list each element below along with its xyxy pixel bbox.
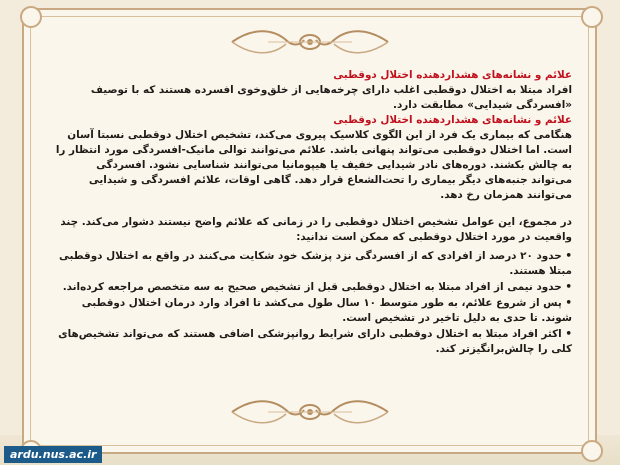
body-paragraph-2: در مجموع، این عوامل تشخیص اختلال دوقطبی را در زمانی که علائم واضح نیستند دشوار می‌کند. چند واقعیت در مورد اختلال دوقطبی که ممکن است ندانید: <box>60 216 572 243</box>
slide-content <box>52 68 572 358</box>
bottom-flourish-ornament <box>228 392 392 432</box>
list-item: • حدود ۲۰ درصد از افرادی که از افسردگی نزد پزشک خود شکایت می‌کنند در واقع به اختلال دوقطبی مبتلا هستند. <box>59 250 572 277</box>
section-heading: علائم و نشانه‌های هشداردهنده اختلال دوقطبی <box>333 114 572 126</box>
list-item: • حدود نیمی از افراد مبتلا به اختلال دوقطبی قبل از تشخیص صحیح به سه متخصص مراجعه کرده‌اند. <box>62 281 572 293</box>
list-item: • اکثر افراد مبتلا به اختلال دوقطبی دارای شرایط روانپزشکی اضافی هستند که می‌تواند تشخیص‌های کلی را چالش‌برانگیزتر کند. <box>58 328 572 355</box>
top-flourish-ornament <box>228 22 392 62</box>
frame-corner-ornament <box>581 6 603 28</box>
source-watermark-badge: ardu.nus.ac.ir <box>4 446 102 463</box>
intro-paragraph: افراد مبتلا به اختلال دوقطبی اغلب دارای چرخه‌هایی از خلق‌وخوی افسرده هستند که با توصیف «افسردگی شیدایی» مطابقت دارد. <box>90 84 572 111</box>
slide-title: علائم و نشانه‌های هشداردهنده اختلال دوقطبی <box>333 69 572 81</box>
frame-corner-ornament <box>20 6 42 28</box>
body-paragraph-1: هنگامی که بیماری یک فرد از این الگوی کلاسیک پیروی می‌کند، تشخیص اختلال دوقطبی نسبتا آسان است. اما اختلال دوقطبی می‌تواند پنهانی باشد. علائم می‌توانند توالی مانیک-افسردگی مورد انتظار را به چالش بکشند. دوره‌های نادر شیدایی خفیف یا هیپومانیا می‌توانند شناسایی نشود. افسردگی می‌تواند جنبه‌های دیگر بیماری را تحت‌الشعاع قرار دهد. گاهی اوقات، علائم افسردگی و شیدایی می‌توانند همزمان رخ دهد. <box>55 129 572 201</box>
frame-corner-ornament <box>581 440 603 462</box>
list-item: • پس از شروع علائم، به طور متوسط ۱۰ سال طول می‌کشد تا افراد وارد درمان اختلال دوقطبی شوند. تا حدی به دلیل تاخیر در تشخیص است. <box>81 297 572 324</box>
facts-list <box>52 249 572 357</box>
